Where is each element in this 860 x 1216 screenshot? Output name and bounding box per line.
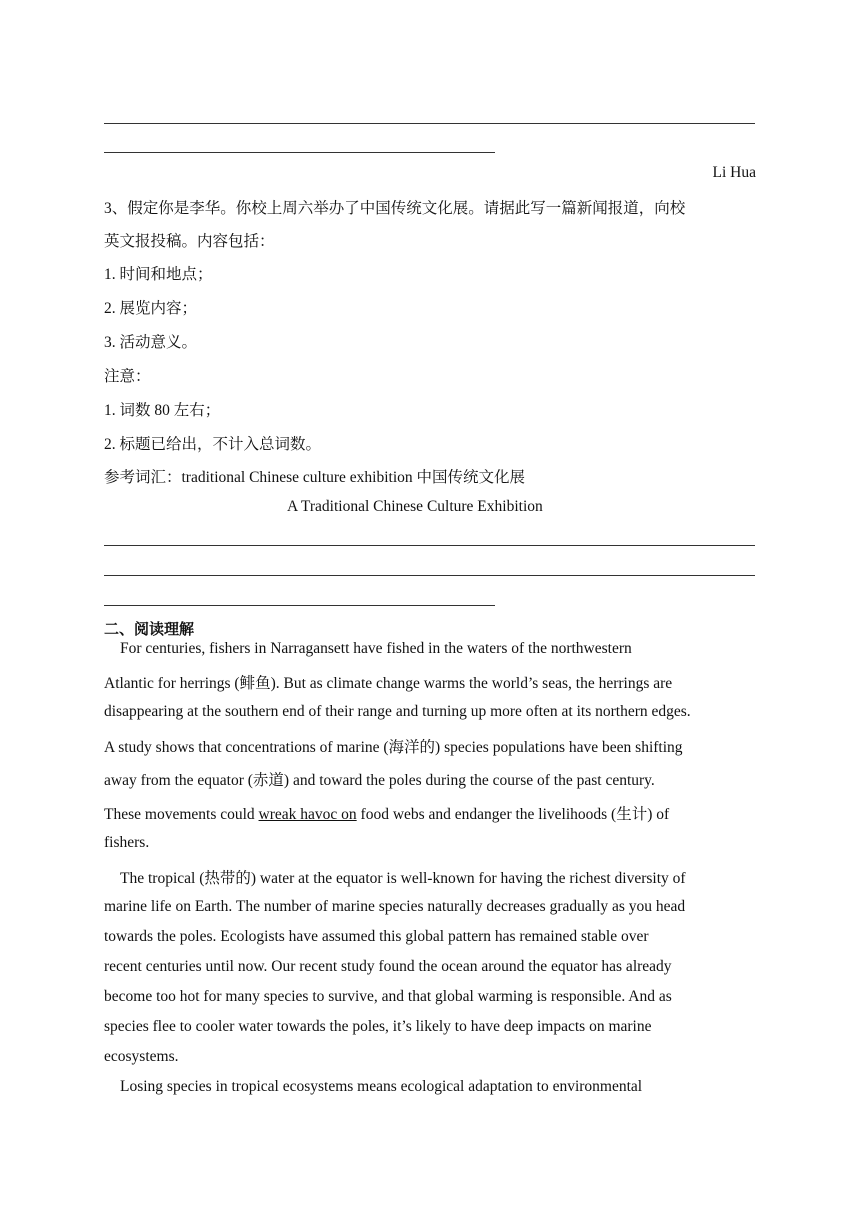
task3-prompt-line2: 英文报投稿。内容包括： [104,233,275,250]
passage-line: ecosystems. [104,1048,179,1065]
passage-line: become too hot for many species to survive, and that global warming is responsible. And as [104,988,672,1005]
passage-line: Atlantic for herrings (鲱鱼). But as climate change warms the world’s seas, the herrings are [104,675,673,692]
passage-line: species flee to cooler water towards the poles, it’s likely to have deep impacts on marine [104,1018,652,1035]
passage-line: away from the equator (赤道) and toward the poles during the course of the past century. [104,772,655,789]
passage-line [104,802,669,824]
task3-point: 3. 活动意义。 [104,334,198,351]
answer-line [104,152,495,153]
task3-note: 1. 词数 80 左右； [104,402,221,419]
passage-line: Losing species in tropical ecosystems means ecological adaptation to environmental [120,1078,643,1095]
passage-text: food webs and endanger the livelihoods (生计) of [356,806,670,823]
passage-text: These movements could [104,806,259,823]
underlined-phrase: wreak havoc on [258,806,357,823]
reference-vocabulary: 参考词汇：traditional Chinese culture exhibition 中国传统文化展 [104,469,526,486]
answer-line [104,605,495,606]
task3-prompt-line1: 3、假定你是李华。你校上周六举办了中国传统文化展。请据此写一篇新闻报道，向校 [104,200,686,217]
passage-line: fishers. [104,834,150,851]
signature: Li Hua [712,164,756,181]
passage-line: recent centuries until now. Our recent study found the ocean around the equator has already [104,958,672,975]
answer-line [104,123,755,124]
passage-line: For centuries, fishers in Narragansett have fished in the waters of the northwestern [120,640,632,657]
task3-note: 2. 标题已给出，不计入总词数。 [104,436,322,453]
passage-line: A study shows that concentrations of marine (海洋的) species populations have been shifting [104,739,683,756]
answer-line [104,575,755,576]
passage-line: towards the poles. Ecologists have assumed this global pattern has remained stable over [104,928,649,945]
notes-label: 注意： [104,368,151,385]
passage-line: marine life on Earth. The number of marine species naturally decreases gradually as you head [104,898,686,915]
essay-title: A Traditional Chinese Culture Exhibition [287,498,543,515]
passage-line: The tropical (热带的) water at the equator is well-known for having the richest diversity of [120,870,686,887]
answer-line [104,545,755,546]
task3-point: 2. 展览内容； [104,300,198,317]
passage-line: disappearing at the southern end of their range and turning up more often at its northern edges. [104,703,691,720]
task3-point: 1. 时间和地点； [104,266,213,283]
section-heading: 二、阅读理解 [104,620,195,638]
